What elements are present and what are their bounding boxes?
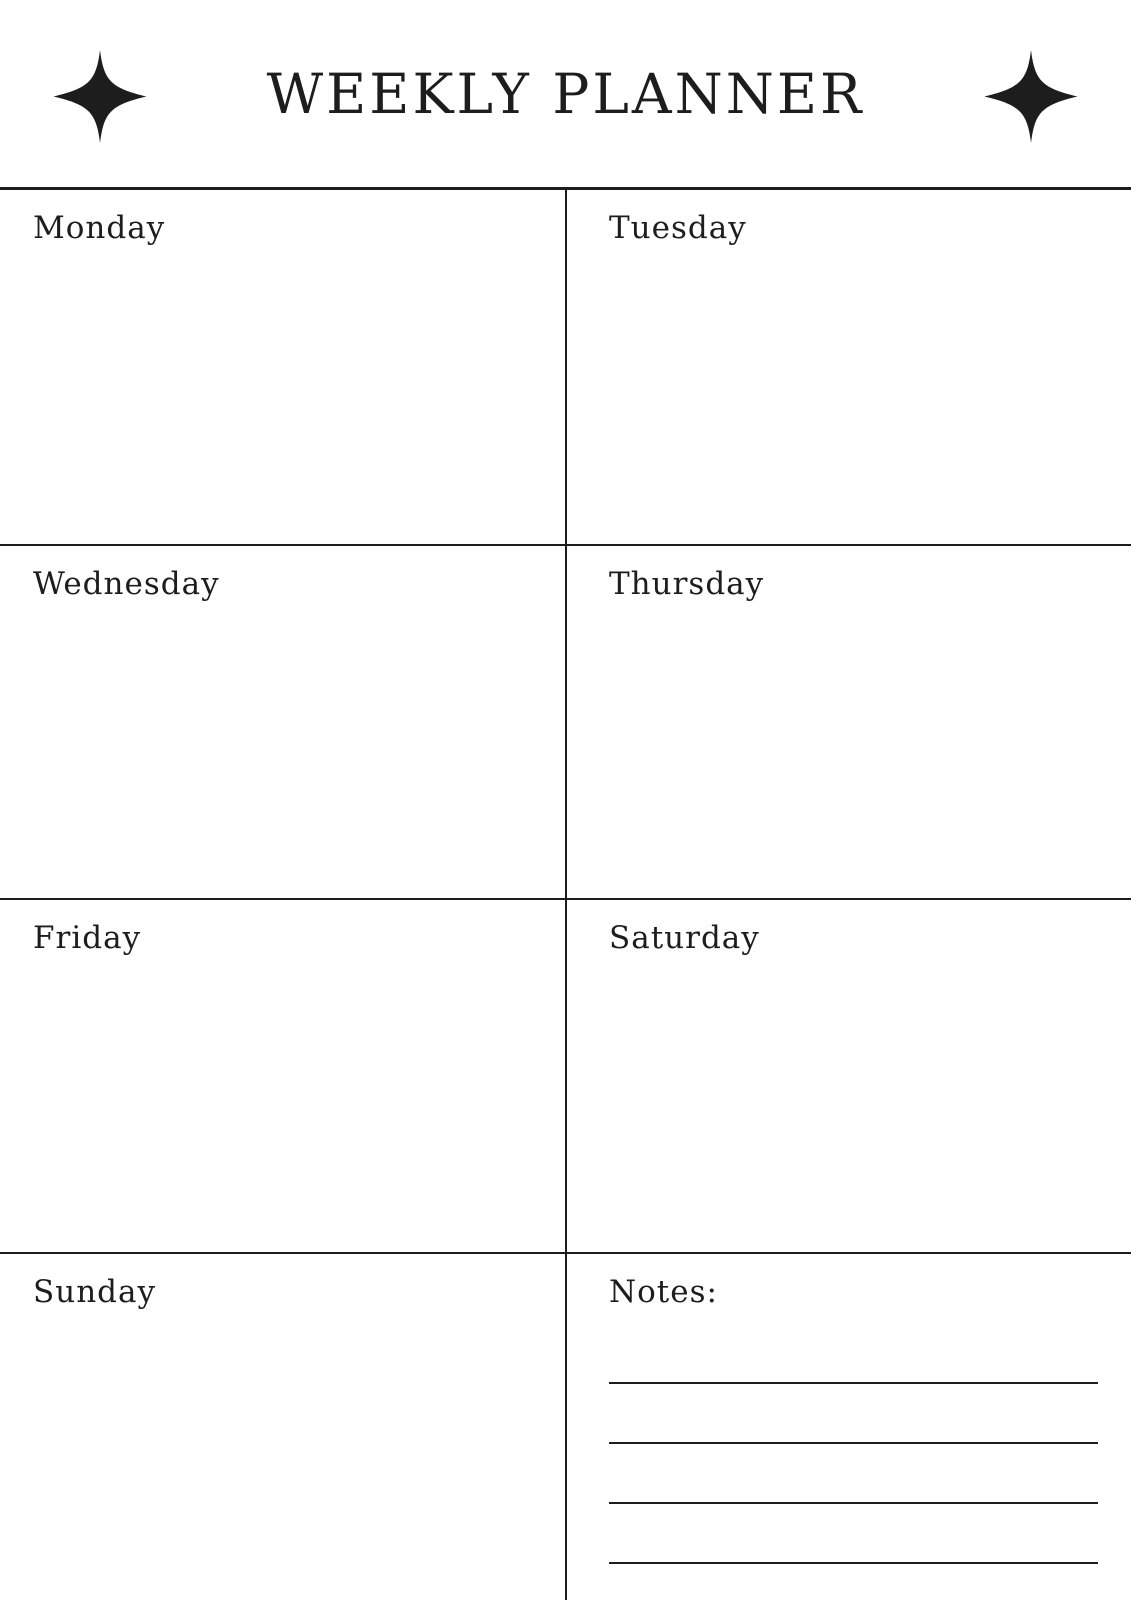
day-label: Thursday [609,566,765,602]
sparkle-icon [984,50,1078,143]
day-label: Monday [33,210,166,246]
page-title: WEEKLY PLANNER [266,61,865,126]
day-cell-sunday [0,1252,565,1600]
day-cell-wednesday [0,544,565,898]
day-cell-monday [0,190,565,544]
note-line [609,1444,1098,1504]
note-lines [609,1314,1098,1564]
planner-header [0,0,1131,187]
sparkle-icon [53,50,147,143]
day-label: Wednesday [33,566,220,602]
day-label: Sunday [33,1274,157,1310]
planner-grid [0,187,1131,1600]
day-label: Friday [33,920,142,956]
notes-label: Notes: [609,1274,718,1310]
day-label: Saturday [609,920,760,956]
note-line [609,1314,1098,1384]
note-line [609,1384,1098,1444]
note-line [609,1504,1098,1564]
day-label: Tuesday [609,210,747,246]
day-cell-thursday [565,544,1131,898]
notes-cell [565,1252,1131,1600]
day-cell-friday [0,898,565,1252]
day-cell-tuesday [565,190,1131,544]
day-cell-saturday [565,898,1131,1252]
